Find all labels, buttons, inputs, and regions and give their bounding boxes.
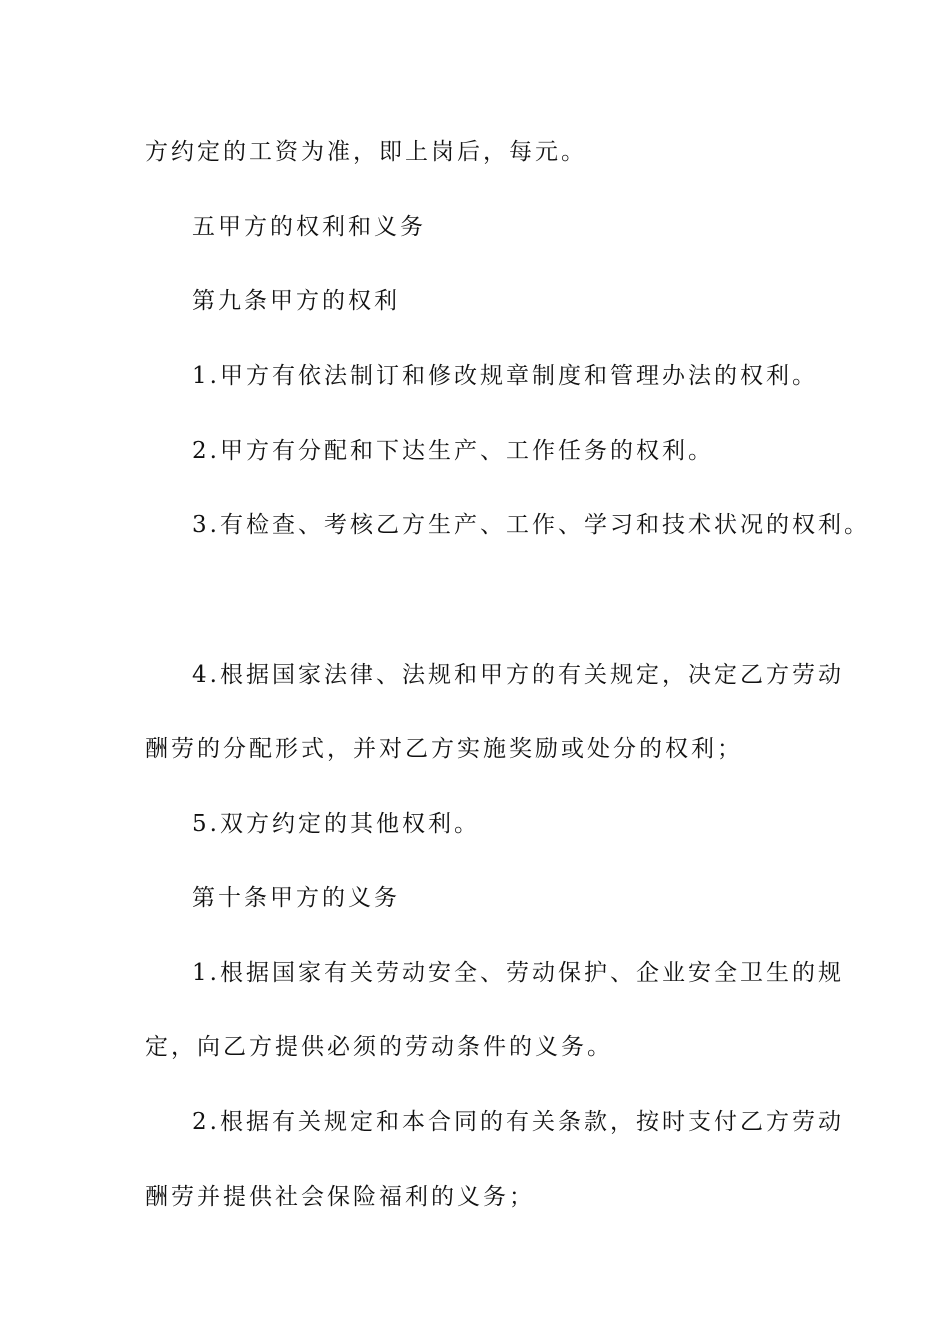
paragraph-line: 方约定的工资为准，即上岗后，每元。 [145,139,587,165]
article-heading: 第九条甲方的权利 [192,288,400,314]
list-item: 1.甲方有依法制订和修改规章制度和管理办法的权利。 [192,363,818,389]
list-item: 2.根据有关规定和本合同的有关条款，按时支付乙方劳动 [192,1109,844,1135]
article-heading: 第十条甲方的义务 [192,885,400,911]
section-heading: 五甲方的权利和义务 [192,214,426,240]
paragraph-line: 定，向乙方提供必须的劳动条件的义务。 [145,1034,613,1060]
paragraph-line: 酬劳并提供社会保险福利的义务； [145,1184,535,1210]
list-item: 5.双方约定的其他权利。 [192,811,480,837]
paragraph-line: 酬劳的分配形式，并对乙方实施奖励或处分的权利； [145,736,743,762]
list-item: 3.有检查、考核乙方生产、工作、学习和技术状况的权利。 [192,512,870,538]
list-item: 1.根据国家有关劳动安全、劳动保护、企业安全卫生的规 [192,960,844,986]
list-item: 4.根据国家法律、法规和甲方的有关规定，决定乙方劳动 [192,662,844,688]
list-item: 2.甲方有分配和下达生产、工作任务的权利。 [192,438,714,464]
